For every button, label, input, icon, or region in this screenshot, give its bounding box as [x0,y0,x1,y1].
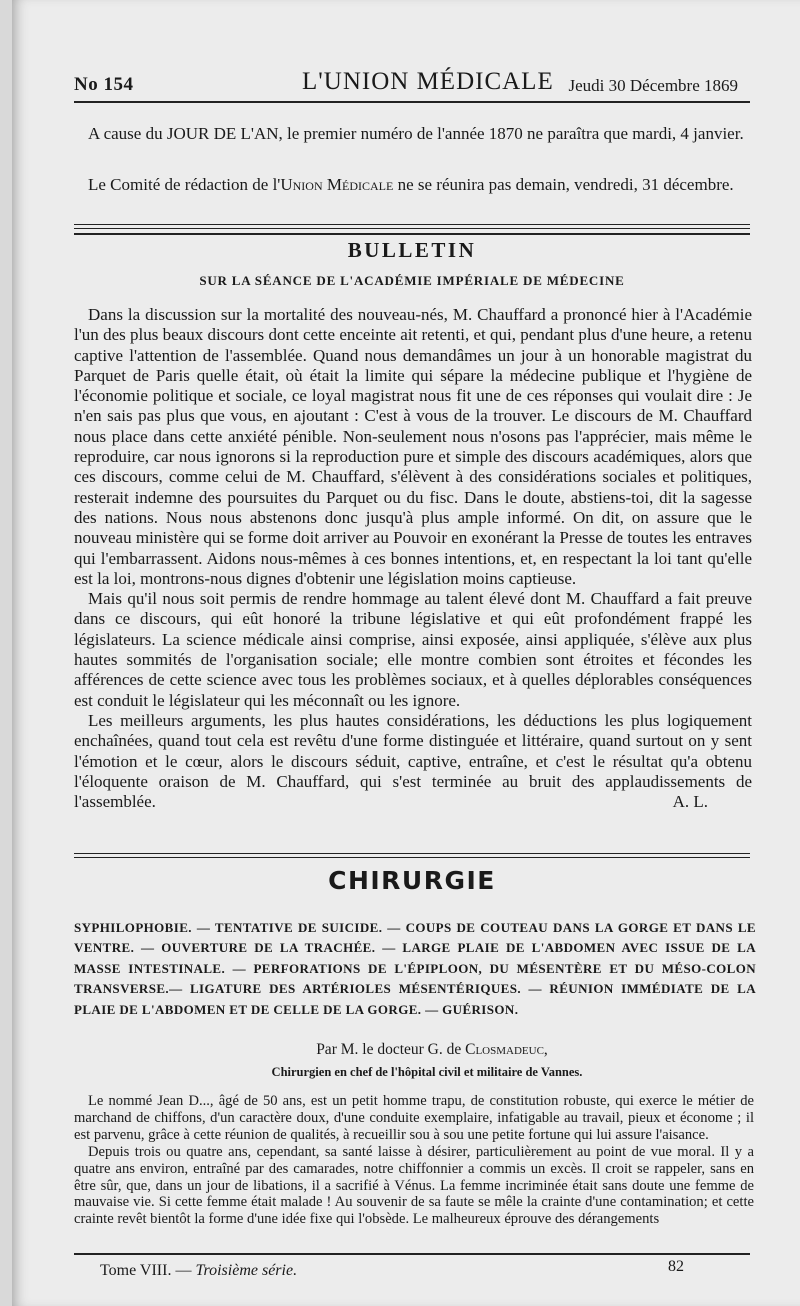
author-byline [74,1041,750,1059]
bulletin-paragraph-text: Les meilleurs arguments, les plus hautes considérations, les déductions les plus logiquement enchaînées, quand tout cela est revêtu d'une forme distinguée et littéraire, quand surtout on y sent l'émotion et le cœur, alors le discours séduit, captive, entraîne, et c'est le résultat qu'a obtenu l'éloquente oraison de M. Chauffard, qui s'est terminée au bruit des applaudissements de l'assemblée. [74,710,752,812]
bulletin-paragraph: Mais qu'il nous soit permis de rendre hommage au talent élevé dont M. Chauffard a fait preuve dans ce discours, qui eût honoré la tribune législative et qui eût profondément frappé les législateurs. La science médicale ainsi comprise, ainsi exposée, ainsi appliquée, s'élève aux plus hautes sommités de l'organisation sociale; elle montre combien sont étroites et fécondes les afférences de cette science avec tous les problèmes sociaux, et à quelles déplorables conséquences est conduit le législateur qui les méconnaît ou les ignore. [74,589,752,710]
notice-committee [80,175,750,194]
author-role: Chirurgien en chef de l'hôpital civil et militaire de Vannes. [271,1065,583,1079]
case-body [74,1093,754,1228]
notice-new-year: A cause du JOUR DE L'AN, le premier numéro de l'année 1870 ne paraîtra que mardi, 4 janvier. [88,124,744,143]
case-paragraph: Depuis trois ou quatre ans, cependant, sa santé laisse à désirer, particulièrement au point de vue moral. Il y a quatre ans environ, entraîné par des camarades, notre chiffonnier a commis un excès. Il croit se rappeler, sans en être sûr, que, dans un jour de libations, il a sacrifié à Vénus. La femme incriminée était sans doute une femme de mauvaise vie. Si cette femme était malade ! Au souvenir de sa faute se mêle la crainte d'une contamination; et cette crainte revêt bientôt la forme d'une idée fixe qui l'obsède. Le malheureux éprouve des dérangements [74,1143,754,1228]
journal-title: L'UNION MÉDICALE [302,68,554,95]
journal-name-inline: Union Médicale [280,175,394,194]
bulletin-subtitle: SUR LA SÉANCE DE L'ACADÉMIE IMPÉRIALE DE MÉDECINE [199,273,625,288]
header-rule [74,101,750,103]
notice-committee-text-end: ne se réunira pas demain, vendredi, 31 décembre. [393,175,734,194]
volume-label: Tome VIII. [100,1262,172,1279]
series-label: Troisième série. [195,1262,298,1279]
byline-suffix: , [543,1041,548,1058]
section-divider-thin [74,233,750,235]
bulletin-body [74,305,752,812]
issue-date: Jeudi 30 Décembre 1869 [568,76,738,95]
chirurgie-section-title: CHIRURGIE [328,866,496,895]
bulletin-signature: A. L. [672,792,708,812]
footer-volume: Tome VIII. — Troisième série. [100,1262,298,1279]
bulletin-paragraph: Dans la discussion sur la mortalité des nouveau-nés, M. Chauffard a prononcé hier à l'Académie l'un des plus beaux discours dont cette enceinte ait retenti, et qui, pendant plus d'une heure, a retenu captive l'attention de l'assemblée. Quand nous demandâmes un jour à un honorable magistrat du Parquet de Paris quelle était, où était la limite qui sépare la médecine publique et l'hygiène de l'économie politique et sociale, ce loyal magistrat nous fit une de ces réponses qui voulait dire : Je n'en sais pas plus que vous, en ajoutant : C'est à vous de la trouver. Le discours de M. Chauffard nous place dans cette anxiété pénible. Non-seulement nous n'osons pas l'apprécier, mais même le reproduire, car nous ignorons si la reproduction pure et simple des discours académiques, alors que ces discours, comme celui de M. Chauffard, s'élèvent à des considérations sociales et politiques, resterait indemne des poursuites du Parquet ou du fisc. Dans le doute, abstiens-toi, dit la sagesse des nations. Nous nous abstenons donc jusqu'à plus ample informé. On dit, on assure que le nouveau ministère qui se forme doit arriver au Pouvoir en exonérant la Presse de toutes les entraves qui l'embarrassent. Aidons nous-mêmes à ces bonnes intentions, et, en respectant la loi tant qu'elle est la loi, montrons-nous dignes d'obtenir une législation moins captieuse. [74,305,752,588]
section-divider [74,853,750,858]
notice-committee-text: Le Comité de rédaction de l' [88,175,281,194]
issue-number: No 154 [74,74,134,95]
page-header [74,66,750,100]
case-paragraph: Le nommé Jean D..., âgé de 50 ans, est un petit homme trapu, de constitution robuste, qui exerce le métier de marchand de chiffons, d'un caractère doux, d'une conduite exemplaire, infatigable au travail, pieux et économe ; il est parvenu, grâce à cette réunion de qualités, à recueillir sou à sou une petite fortune qui lui assure l'aisance. [74,1093,754,1143]
author-name: Closmadeuc [465,1041,544,1058]
page-number: 82 [668,1258,684,1275]
bulletin-title: BULLETIN [347,238,477,262]
section-divider [74,224,750,229]
bulletin-paragraph [74,711,752,812]
footer-rule [74,1253,750,1255]
case-title: SYPHILOPHOBIE. — TENTATIVE DE SUICIDE. — COUPS DE COUTEAU DANS LA GORGE ET DANS LE VENTRE. — OUVERTURE DE LA TRACHÉE. — LARGE PLAIE DE L'ABDOMEN AVEC ISSUE DE LA MASSE INTESTINALE. — PERFORATIONS DE L'ÉPIPLOON, DU MÉSENTÈRE ET DU MÉSO-COLON TRANSVERSE.— LIGATURE DES ARTÉRIOLES MÉSENTÉRIQUES. — RÉUNION IMMÉDIATE DE LA PLAIE DE L'ABDOMEN ET DE CELLE DE LA GORGE. — GUÉRISON. [74,920,756,1017]
byline-prefix: Par M. le docteur G. de [316,1041,466,1058]
